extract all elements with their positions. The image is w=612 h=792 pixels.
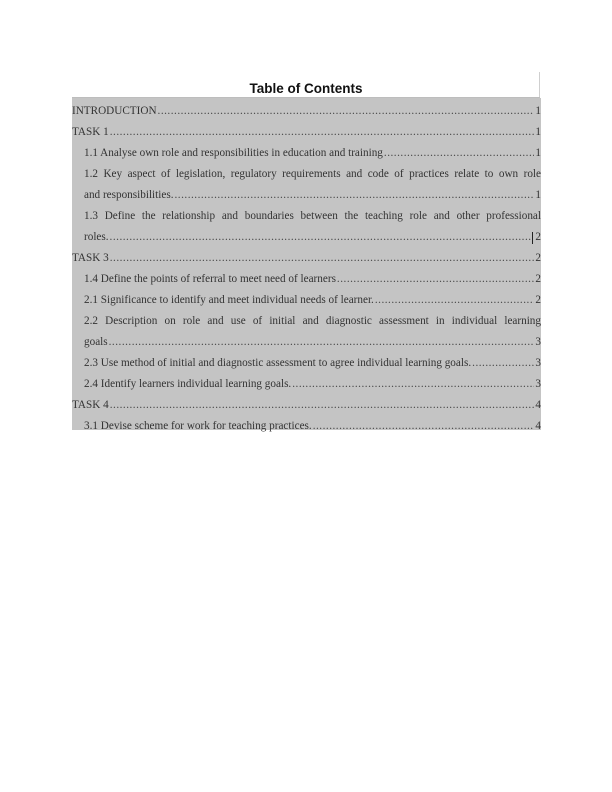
dot-leader xyxy=(175,188,535,202)
toc-entry-text: 1.4 Define the points of referral to meet need of learners xyxy=(84,273,336,285)
dot-leader xyxy=(375,293,535,307)
toc-entry-text: 1.3 Define the relationship and boundaries between the teaching role and other professional xyxy=(84,210,541,222)
dot-leader xyxy=(158,104,535,118)
toc-entry-1-4[interactable] xyxy=(84,266,541,286)
toc-entry-text: 1.1 Analyse own role and responsibilities in education and training xyxy=(84,147,383,159)
toc-title: Table of Contents xyxy=(249,81,363,96)
toc-entry-text: 1.2 Key aspect of legislation, regulatory requirements and code of practices relate to own role xyxy=(84,168,541,180)
toc-entry-2-4[interactable] xyxy=(84,371,541,391)
toc-entry-page: 1 xyxy=(535,147,541,159)
toc-entry-task-4[interactable] xyxy=(72,392,541,412)
toc-entry-text: and responsibilities. xyxy=(84,189,174,201)
toc-entry-1-3-line2[interactable] xyxy=(84,224,541,244)
toc-entry-1-3-line1[interactable] xyxy=(84,203,541,223)
table-of-contents xyxy=(72,98,541,430)
toc-entry-page: 3 xyxy=(535,357,541,369)
toc-entry-page: 3 xyxy=(535,378,541,390)
toc-entry-page: 1 xyxy=(535,189,541,201)
toc-entry-text: 3.1 Devise scheme for work for teaching practices. xyxy=(84,420,312,432)
dot-leader xyxy=(110,125,535,139)
toc-entry-text: 2.1 Significance to identify and meet individual needs of learner. xyxy=(84,294,374,306)
toc-entry-1-2-line2[interactable] xyxy=(84,182,541,202)
toc-entry-text: goals xyxy=(84,336,108,348)
dot-leader xyxy=(110,230,533,244)
toc-entry-1-1[interactable] xyxy=(84,140,541,160)
toc-entry-2-2-line1[interactable] xyxy=(84,308,541,328)
toc-entry-text: roles. xyxy=(84,231,109,243)
toc-entry-page: 2 xyxy=(535,294,541,306)
text-cursor xyxy=(532,232,533,244)
toc-entry-1-2-line1[interactable] xyxy=(84,161,541,181)
toc-entry-text: 2.2 Description on role and use of initial and diagnostic assessment in individual learning xyxy=(84,315,541,327)
toc-entry-page: 1 xyxy=(535,105,541,117)
dot-leader xyxy=(313,419,535,433)
dot-leader xyxy=(110,251,535,265)
toc-entry-text: 2.3 Use method of initial and diagnostic assessment to agree individual learning goals. xyxy=(84,357,472,369)
toc-entry-text: TASK 1 xyxy=(72,126,109,138)
toc-entry-text: INTRODUCTION xyxy=(72,105,157,117)
dot-leader xyxy=(337,272,534,286)
toc-entry-page: 1 xyxy=(535,126,541,138)
toc-entry-page: 2 xyxy=(535,273,541,285)
toc-entry-2-2-line2[interactable] xyxy=(84,329,541,349)
toc-entry-page: 2 xyxy=(535,231,541,243)
dot-leader xyxy=(109,335,535,349)
toc-entry-page: 3 xyxy=(535,336,541,348)
toc-entry-3-1[interactable] xyxy=(84,413,541,433)
dot-leader xyxy=(110,398,535,412)
toc-entry-2-3[interactable] xyxy=(84,350,541,370)
dot-leader xyxy=(292,377,534,391)
toc-entry-task-1[interactable] xyxy=(72,119,541,139)
dot-leader xyxy=(472,356,534,370)
toc-entry-text: TASK 3 xyxy=(72,252,109,264)
toc-entry-2-1[interactable] xyxy=(84,287,541,307)
dot-leader xyxy=(384,146,535,160)
toc-entry-text: 2.4 Identify learners individual learning goals. xyxy=(84,378,292,390)
toc-entry-introduction[interactable] xyxy=(72,98,541,118)
toc-entry-text: TASK 4 xyxy=(72,399,109,411)
toc-entry-page: 4 xyxy=(535,399,541,411)
toc-entry-page: 4 xyxy=(535,420,541,432)
toc-entry-task-3[interactable] xyxy=(72,245,541,265)
toc-entry-page: 2 xyxy=(535,252,541,264)
